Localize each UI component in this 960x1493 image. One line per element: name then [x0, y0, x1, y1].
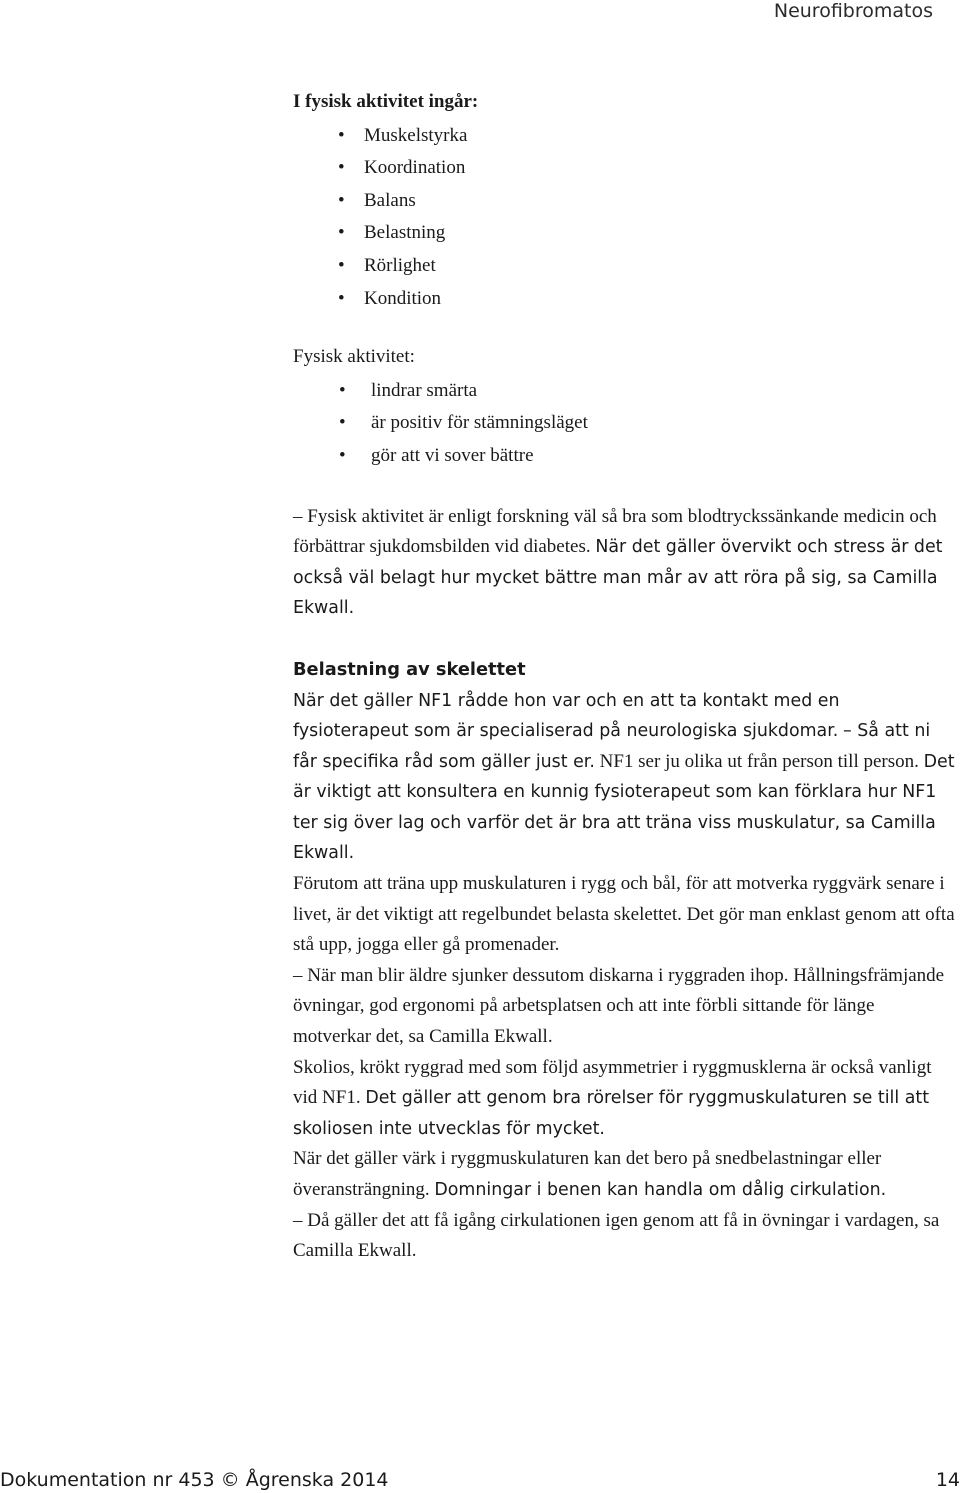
bullet-icon: •	[338, 157, 345, 179]
list-item: • Rörlighet	[293, 250, 955, 283]
section-heading-skeleton-loading: Belastning av skelettet	[293, 658, 526, 680]
body-paragraph: Skolios, krökt ryggrad med som följd asymmetrier i ryggmusklerna är också vanligt vid NF1. Det gäller att genom bra rörelser för ryggmuskulaturen se till att skoliosen inte utvecklas för mycket.	[293, 1056, 932, 1139]
list-item: • Kondition	[293, 283, 955, 316]
list-item: • Belastning	[293, 217, 955, 250]
list-item: • är positiv för stämningsläget	[293, 407, 955, 440]
list-item: • Muskelstyrka	[293, 120, 955, 153]
bullet-icon: •	[339, 444, 346, 466]
bullet-icon: •	[338, 222, 345, 244]
bullet-icon: •	[338, 189, 345, 211]
section-heading-physical-activity: Fysisk aktivitet:	[293, 346, 415, 368]
article-content	[293, 87, 955, 1267]
list-item: • lindrar smärta	[293, 375, 955, 408]
bullet-list-components	[293, 120, 955, 316]
bullet-icon: •	[338, 287, 345, 309]
bullet-icon: •	[339, 379, 346, 401]
bullet-icon: •	[338, 124, 345, 146]
quote-paragraph: – Fysisk aktivitet är enligt forskning väl så bra som blodtryckssänkande medicin och förbättrar sjukdomsbilden vid diabetes. När det gäller övervikt och stress är det också väl belagt hur mycket bättre man mår av att röra på sig, sa Camilla Ekwall.	[293, 505, 943, 619]
running-footer	[0, 1461, 960, 1491]
body-paragraph: När det gäller värk i ryggmuskulaturen kan det bero på snedbelastningar eller överansträngning. Domningar i benen kan handla om dålig cirkulation.	[293, 1148, 887, 1200]
body-paragraph: När det gäller NF1 rådde hon var och en att ta kontakt med en fysioterapeut som är specialiserad på neurologiska sjukdomar. – Så att ni får specifika råd som gäller just er. NF1 ser ju olika ut från person till person. Det är viktigt att konsultera en kunnig fysioterapeut som kan förklara hur NF1 ter sig över lag och varför det är bra att träna viss muskulatur, sa Camilla Ekwall.	[293, 690, 955, 864]
list-item: • Balans	[293, 185, 955, 218]
list-item: • Koordination	[293, 152, 955, 185]
bullet-list-benefits	[293, 375, 955, 473]
body-paragraph: – När man blir äldre sjunker dessutom diskarna i ryggraden ihop. Hållningsfrämjande övningar, god ergonomi på arbetsplatsen och att inte förbli sittande för länge motverkar det, sa Camilla Ekwall.	[293, 964, 945, 1048]
body-paragraph: Förutom att träna upp muskulaturen i rygg och bål, för att motverka ryggvärk senare i livet, är det viktigt att regelbundet belasta skelettet. Det gör man enklast genom att ofta stå upp, jogga eller gå promenader.	[293, 873, 955, 956]
bullet-icon: •	[339, 412, 346, 434]
footer-publication: Dokumentation nr 453 © Ågrenska 2014	[0, 1469, 389, 1491]
page-number: 14	[935, 1469, 960, 1491]
running-header: Neurofibromatos	[773, 0, 933, 22]
body-paragraph: – Då gäller det att få igång cirkulationen igen genom att få in övningar i vardagen, sa Camilla Ekwall.	[293, 1209, 940, 1262]
section-heading-physical-activity-includes: I fysisk aktivitet ingår:	[293, 91, 479, 112]
list-item: • gör att vi sover bättre	[293, 440, 955, 473]
bullet-icon: •	[338, 254, 345, 276]
